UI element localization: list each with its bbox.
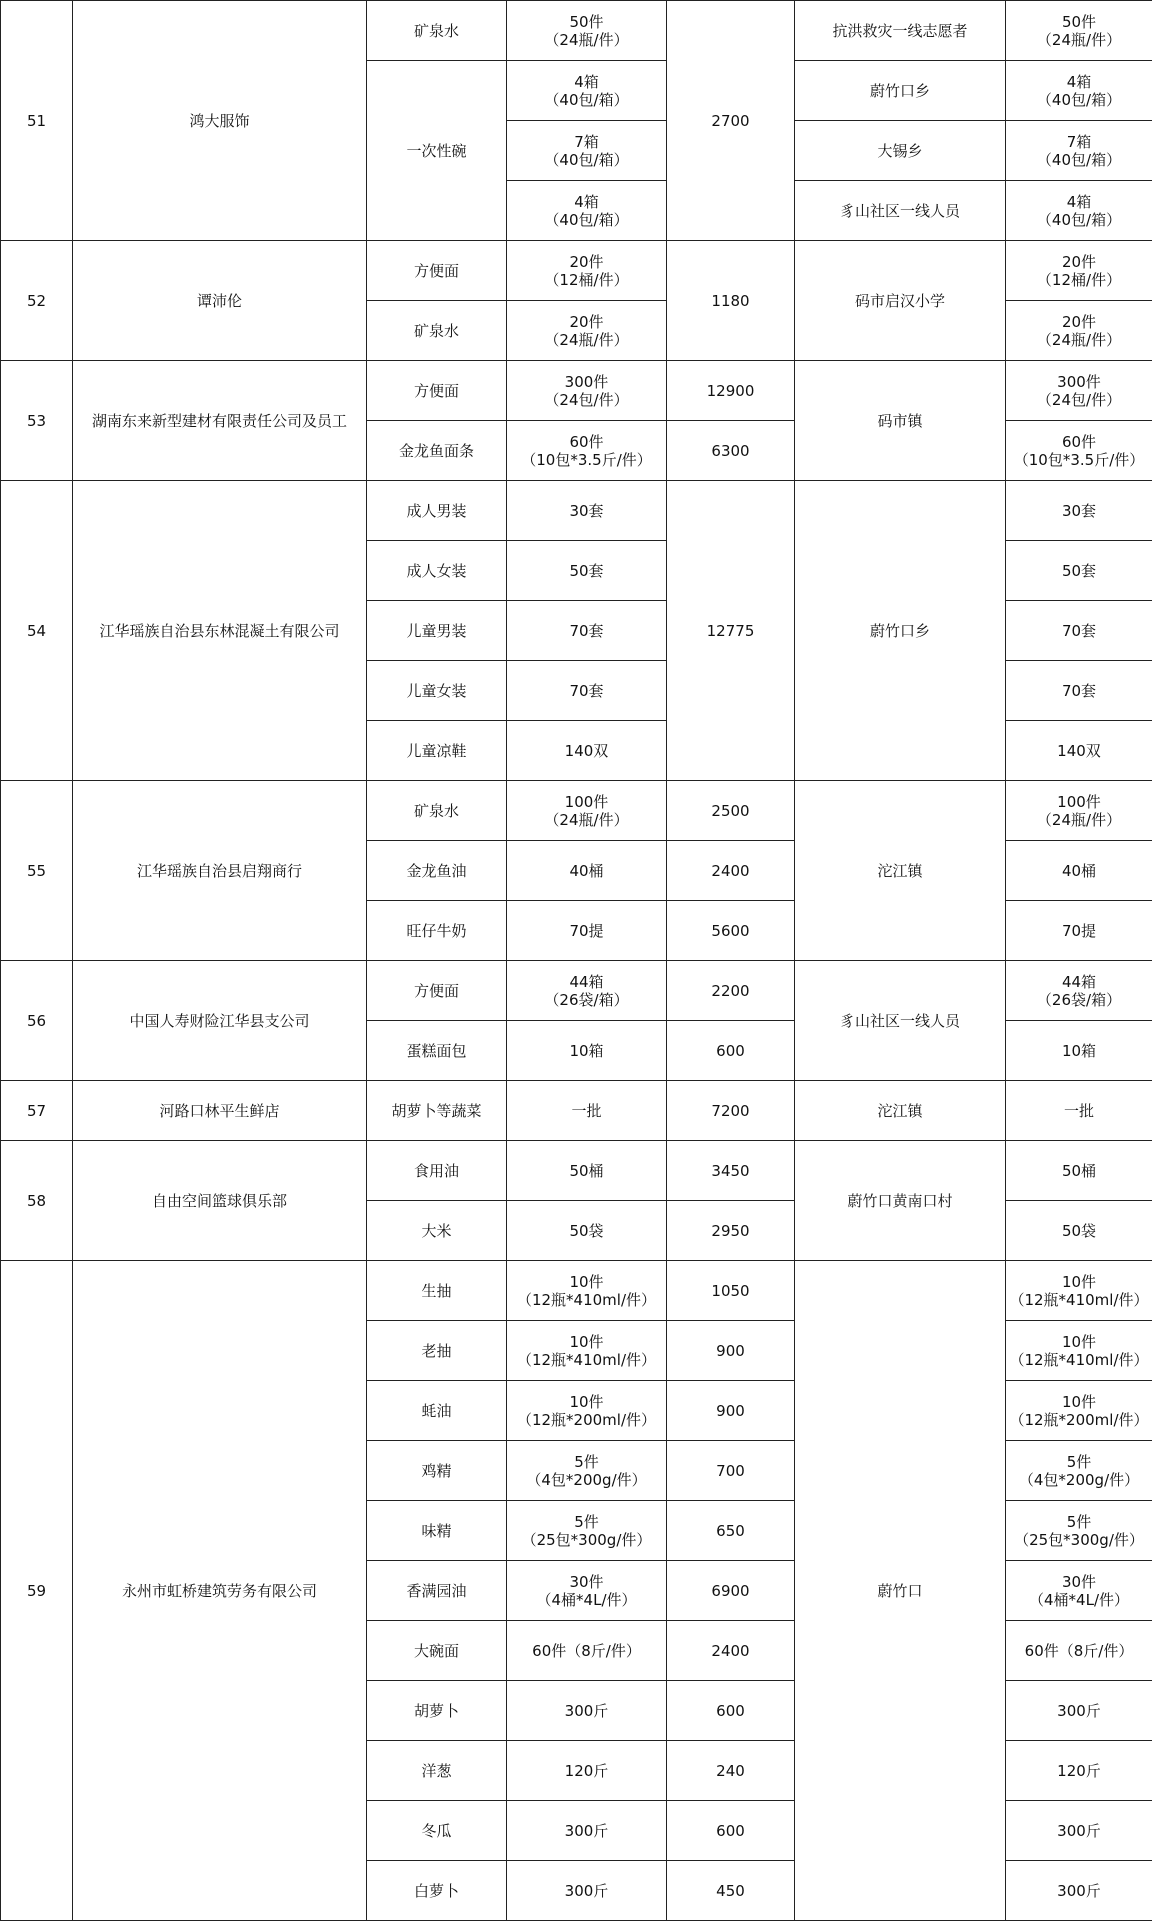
item-name: 白萝卜 xyxy=(367,1861,507,1921)
item-quantity: 50件 （24瓶/件） xyxy=(507,1,667,61)
table-row xyxy=(1,481,1152,541)
item-name: 儿童女装 xyxy=(367,661,507,721)
item-name: 蛋糕面包 xyxy=(367,1021,507,1081)
received-quantity: 5件 （25包*300g/件） xyxy=(1006,1501,1152,1561)
received-quantity: 5件 （4包*200g/件） xyxy=(1006,1441,1152,1501)
received-quantity: 10件 （12瓶*410ml/件） xyxy=(1006,1261,1152,1321)
table-row xyxy=(1,1261,1152,1321)
table-row xyxy=(1,961,1152,1021)
item-name: 金龙鱼面条 xyxy=(367,421,507,481)
item-value: 12775 xyxy=(667,481,795,781)
item-quantity: 10件 （12瓶*410ml/件） xyxy=(507,1261,667,1321)
item-name: 大碗面 xyxy=(367,1621,507,1681)
item-value: 600 xyxy=(667,1021,795,1081)
row-number: 56 xyxy=(1,961,73,1081)
item-quantity: 300斤 xyxy=(507,1801,667,1861)
item-quantity: 300斤 xyxy=(507,1861,667,1921)
item-value: 2950 xyxy=(667,1201,795,1261)
item-name: 金龙鱼油 xyxy=(367,841,507,901)
item-name: 矿泉水 xyxy=(367,301,507,361)
item-name: 味精 xyxy=(367,1501,507,1561)
received-quantity: 300件 （24包/件） xyxy=(1006,361,1152,421)
table-row xyxy=(1,1081,1152,1141)
received-quantity: 10箱 xyxy=(1006,1021,1152,1081)
received-quantity: 50桶 xyxy=(1006,1141,1152,1201)
received-quantity: 4箱 （40包/箱） xyxy=(1006,181,1152,241)
item-value: 600 xyxy=(667,1801,795,1861)
recipient: 沱江镇 xyxy=(795,1081,1006,1141)
item-name: 儿童男装 xyxy=(367,601,507,661)
received-quantity: 60件（8斤/件） xyxy=(1006,1621,1152,1681)
recipient: 抗洪救灾一线志愿者 xyxy=(795,1,1006,61)
row-number: 59 xyxy=(1,1261,73,1921)
item-name: 食用油 xyxy=(367,1141,507,1201)
item-name: 矿泉水 xyxy=(367,1,507,61)
item-name: 大米 xyxy=(367,1201,507,1261)
item-name: 成人男装 xyxy=(367,481,507,541)
received-quantity: 50件 （24瓶/件） xyxy=(1006,1,1152,61)
row-number: 55 xyxy=(1,781,73,961)
item-value: 12900 xyxy=(667,361,795,421)
item-name: 洋葱 xyxy=(367,1741,507,1801)
received-quantity: 20件 （12桶/件） xyxy=(1006,241,1152,301)
item-value: 900 xyxy=(667,1321,795,1381)
row-number: 57 xyxy=(1,1081,73,1141)
item-value: 2500 xyxy=(667,781,795,841)
item-value: 1050 xyxy=(667,1261,795,1321)
item-name: 香满园油 xyxy=(367,1561,507,1621)
row-number: 58 xyxy=(1,1141,73,1261)
item-quantity: 300斤 xyxy=(507,1681,667,1741)
item-value: 7200 xyxy=(667,1081,795,1141)
received-quantity: 70提 xyxy=(1006,901,1152,961)
recipient: 蔚竹口 xyxy=(795,1261,1006,1921)
donor-name: 河路口林平生鲜店 xyxy=(73,1081,367,1141)
received-quantity: 7箱 （40包/箱） xyxy=(1006,121,1152,181)
item-quantity: 70提 xyxy=(507,901,667,961)
donor-name: 永州市虹桥建筑劳务有限公司 xyxy=(73,1261,367,1921)
donor-name: 谭沛伦 xyxy=(73,241,367,361)
item-quantity: 300件 （24包/件） xyxy=(507,361,667,421)
item-quantity: 70套 xyxy=(507,661,667,721)
item-value: 900 xyxy=(667,1381,795,1441)
item-name: 蚝油 xyxy=(367,1381,507,1441)
item-name: 生抽 xyxy=(367,1261,507,1321)
recipient: 沱江镇 xyxy=(795,781,1006,961)
received-quantity: 4箱 （40包/箱） xyxy=(1006,61,1152,121)
table-row xyxy=(1,241,1152,301)
item-name: 儿童凉鞋 xyxy=(367,721,507,781)
received-quantity: 50套 xyxy=(1006,541,1152,601)
item-value: 240 xyxy=(667,1741,795,1801)
item-value: 650 xyxy=(667,1501,795,1561)
donor-name: 中国人寿财险江华县支公司 xyxy=(73,961,367,1081)
recipient: 蔚竹口乡 xyxy=(795,61,1006,121)
received-quantity: 20件 （24瓶/件） xyxy=(1006,301,1152,361)
item-quantity: 60件 （10包*3.5斤/件） xyxy=(507,421,667,481)
row-number: 52 xyxy=(1,241,73,361)
item-quantity: 10件 （12瓶*200ml/件） xyxy=(507,1381,667,1441)
received-quantity: 120斤 xyxy=(1006,1741,1152,1801)
recipient: 大锡乡 xyxy=(795,121,1006,181)
item-value: 2200 xyxy=(667,961,795,1021)
donor-name: 自由空间篮球俱乐部 xyxy=(73,1141,367,1261)
item-name: 胡萝卜 xyxy=(367,1681,507,1741)
item-name: 冬瓜 xyxy=(367,1801,507,1861)
item-quantity: 10箱 xyxy=(507,1021,667,1081)
item-value: 5600 xyxy=(667,901,795,961)
item-name: 鸡精 xyxy=(367,1441,507,1501)
table-row xyxy=(1,1,1152,61)
item-value: 2400 xyxy=(667,1621,795,1681)
item-name: 方便面 xyxy=(367,361,507,421)
item-quantity: 一批 xyxy=(507,1081,667,1141)
received-quantity: 10件 （12瓶*410ml/件） xyxy=(1006,1321,1152,1381)
item-name: 矿泉水 xyxy=(367,781,507,841)
item-quantity: 10件 （12瓶*410ml/件） xyxy=(507,1321,667,1381)
item-quantity: 30件 （4桶*4L/件） xyxy=(507,1561,667,1621)
item-quantity: 50套 xyxy=(507,541,667,601)
received-quantity: 70套 xyxy=(1006,601,1152,661)
row-number: 51 xyxy=(1,1,73,241)
recipient: 蔚竹口乡 xyxy=(795,481,1006,781)
item-quantity: 4箱 （40包/箱） xyxy=(507,61,667,121)
item-name: 成人女装 xyxy=(367,541,507,601)
item-quantity: 4箱 （40包/箱） xyxy=(507,181,667,241)
item-quantity: 60件（8斤/件） xyxy=(507,1621,667,1681)
item-value: 2700 xyxy=(667,1,795,241)
received-quantity: 30套 xyxy=(1006,481,1152,541)
item-name: 旺仔牛奶 xyxy=(367,901,507,961)
item-quantity: 140双 xyxy=(507,721,667,781)
recipient: 豸山社区一线人员 xyxy=(795,961,1006,1081)
donor-name: 江华瑶族自治县启翔商行 xyxy=(73,781,367,961)
received-quantity: 300斤 xyxy=(1006,1681,1152,1741)
donor-name: 鸿大服饰 xyxy=(73,1,367,241)
item-value: 6300 xyxy=(667,421,795,481)
item-name: 一次性碗 xyxy=(367,61,507,241)
item-quantity: 5件 （25包*300g/件） xyxy=(507,1501,667,1561)
item-name: 方便面 xyxy=(367,241,507,301)
received-quantity: 44箱 （26袋/箱） xyxy=(1006,961,1152,1021)
item-value: 600 xyxy=(667,1681,795,1741)
row-number: 54 xyxy=(1,481,73,781)
recipient: 码市镇 xyxy=(795,361,1006,481)
received-quantity: 70套 xyxy=(1006,661,1152,721)
received-quantity: 300斤 xyxy=(1006,1861,1152,1921)
donor-name: 湖南东来新型建材有限责任公司及员工 xyxy=(73,361,367,481)
received-quantity: 40桶 xyxy=(1006,841,1152,901)
item-quantity: 20件 （24瓶/件） xyxy=(507,301,667,361)
item-quantity: 120斤 xyxy=(507,1741,667,1801)
table-row xyxy=(1,361,1152,421)
item-value: 3450 xyxy=(667,1141,795,1201)
received-quantity: 50袋 xyxy=(1006,1201,1152,1261)
item-quantity: 44箱 （26袋/箱） xyxy=(507,961,667,1021)
row-number: 53 xyxy=(1,361,73,481)
recipient: 码市启汉小学 xyxy=(795,241,1006,361)
table-row xyxy=(1,781,1152,841)
item-value: 6900 xyxy=(667,1561,795,1621)
received-quantity: 60件 （10包*3.5斤/件） xyxy=(1006,421,1152,481)
item-value: 700 xyxy=(667,1441,795,1501)
item-quantity: 50袋 xyxy=(507,1201,667,1261)
item-quantity: 5件 （4包*200g/件） xyxy=(507,1441,667,1501)
received-quantity: 300斤 xyxy=(1006,1801,1152,1861)
item-value: 450 xyxy=(667,1861,795,1921)
item-quantity: 40桶 xyxy=(507,841,667,901)
received-quantity: 30件 （4桶*4L/件） xyxy=(1006,1561,1152,1621)
donor-name: 江华瑶族自治县东林混凝土有限公司 xyxy=(73,481,367,781)
item-name: 老抽 xyxy=(367,1321,507,1381)
received-quantity: 140双 xyxy=(1006,721,1152,781)
recipient: 蔚竹口黄南口村 xyxy=(795,1141,1006,1261)
item-quantity: 70套 xyxy=(507,601,667,661)
item-quantity: 100件 （24瓶/件） xyxy=(507,781,667,841)
item-value: 1180 xyxy=(667,241,795,361)
item-quantity: 7箱 （40包/箱） xyxy=(507,121,667,181)
received-quantity: 100件 （24瓶/件） xyxy=(1006,781,1152,841)
item-name: 胡萝卜等蔬菜 xyxy=(367,1081,507,1141)
item-name: 方便面 xyxy=(367,961,507,1021)
item-quantity: 50桶 xyxy=(507,1141,667,1201)
item-value: 2400 xyxy=(667,841,795,901)
item-quantity: 30套 xyxy=(507,481,667,541)
table-row xyxy=(1,1141,1152,1201)
received-quantity: 一批 xyxy=(1006,1081,1152,1141)
item-quantity: 20件 （12桶/件） xyxy=(507,241,667,301)
received-quantity: 10件 （12瓶*200ml/件） xyxy=(1006,1381,1152,1441)
recipient: 豸山社区一线人员 xyxy=(795,181,1006,241)
